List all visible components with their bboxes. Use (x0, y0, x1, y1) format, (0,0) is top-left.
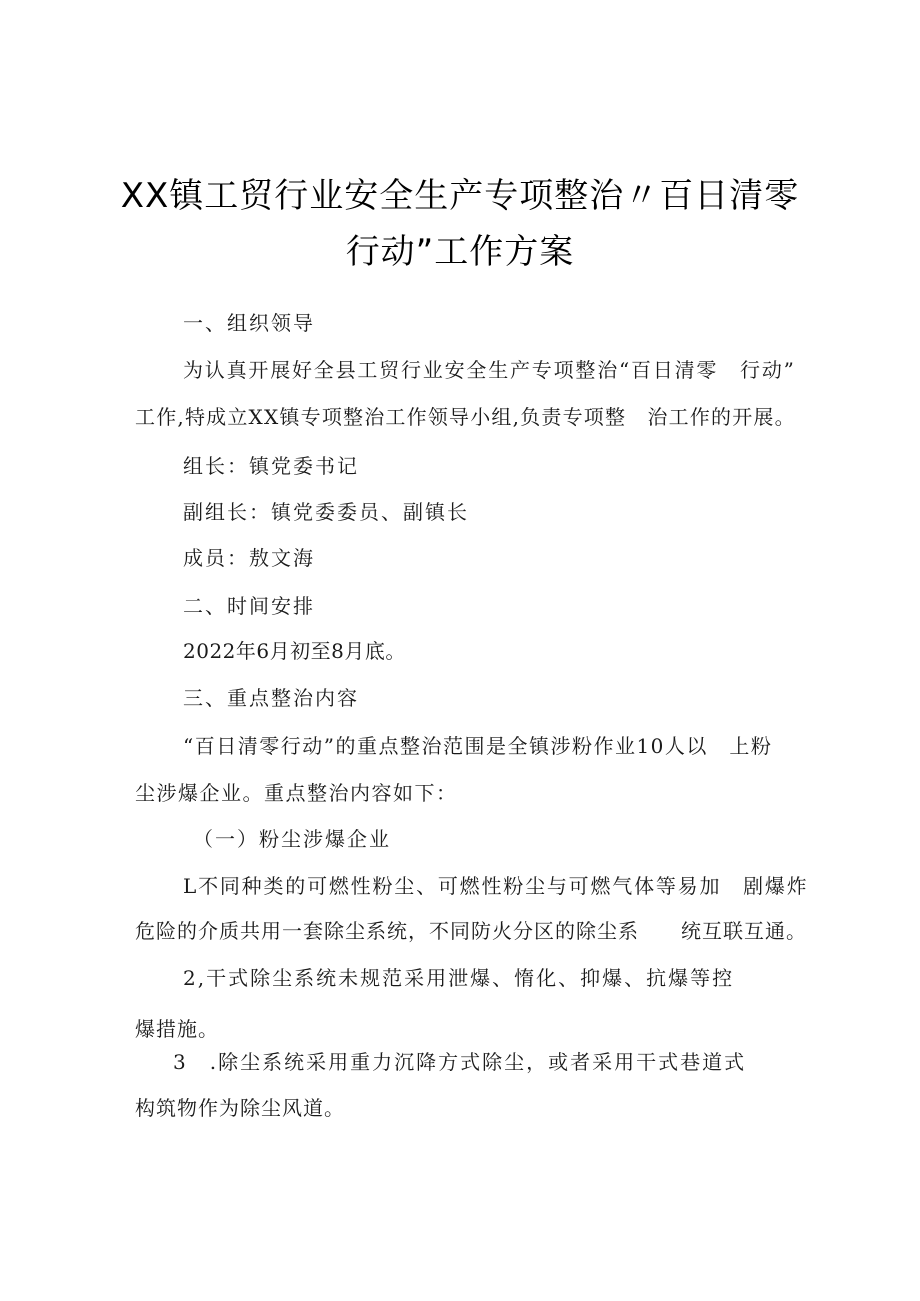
paragraph-line: “百日清零行动”的重点整治范围是全镇涉粉作业10人以 上粉 (183, 734, 773, 758)
paragraph-line: 为认真开展好全县工贸行业安全生产专项整治“百日清零 行动” (183, 358, 796, 382)
document-title-line-2: 行动”工作方案 (345, 232, 575, 272)
list-item-1-line: L不同种类的可燃性粉尘、可燃性粉尘与可燃气体等易加 剧爆炸 (183, 874, 809, 898)
list-item-3-line: 3 .除尘系统采用重力沉降方式除尘，或者采用干式巷道式 (173, 1050, 747, 1074)
deputy-leader-line: 副组长：镇党委委员、副镇长 (183, 500, 469, 524)
section-heading-organization: 一、组织领导 (183, 311, 315, 335)
list-item-3-line: 构筑物作为除尘风道。 (135, 1096, 345, 1120)
list-item-1-line: 危险的介质共用一套除尘系统，不同防火分区的除尘系 统互联互通。 (135, 919, 807, 943)
section-heading-schedule: 二、时间安排 (183, 594, 315, 618)
members-line: 成员：敖文海 (183, 546, 315, 570)
document-title-line-1: XX镇工贸行业安全生产专项整治〃百日清零 (120, 176, 800, 216)
subsection-heading: （一）粉尘涉爆企业 (193, 827, 391, 851)
paragraph-line: 工作,特成立XX镇专项整治工作领导小组,负责专项整 治工作的开展。 (135, 405, 796, 429)
list-item-2-line: 2,干式除尘系统未规范采用泄爆、惰化、抑爆、抗爆等控 (183, 966, 735, 990)
list-item-2-line: 爆措施。 (135, 1017, 219, 1041)
paragraph-line: 尘涉爆企业。重点整治内容如下： (135, 781, 458, 805)
section-heading-key-content: 三、重点整治内容 (183, 686, 359, 710)
schedule-text: 2022年6月初至8月底。 (183, 639, 406, 663)
team-leader-line: 组长：镇党委书记 (183, 454, 359, 478)
